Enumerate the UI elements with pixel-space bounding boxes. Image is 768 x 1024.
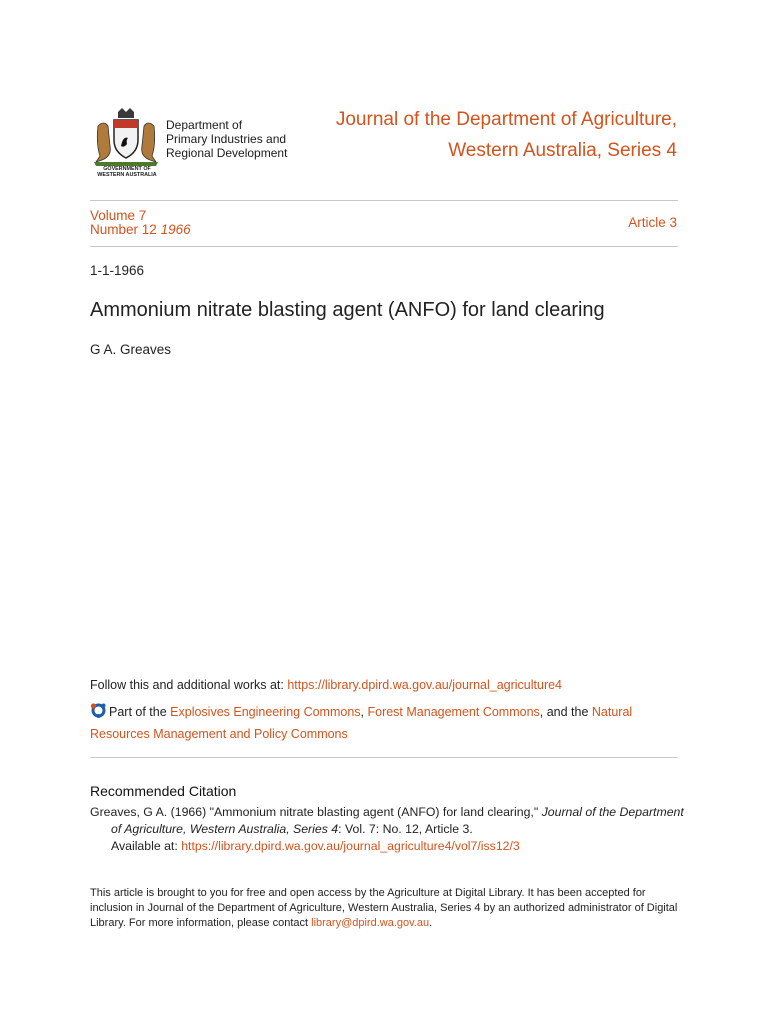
number-label: Number 12 (90, 222, 157, 237)
contact-email-link[interactable]: library@dpird.wa.gov.au (311, 917, 430, 929)
available-at-link[interactable]: https://library.dpird.wa.gov.au/journal_agriculture4/vol7/iss12/3 (181, 839, 520, 853)
citation-indent-2 (90, 838, 700, 855)
citation-indent-1 (90, 821, 700, 838)
natural-resources-commons-link[interactable]: Natural Resources Management and Policy Commons (90, 705, 633, 741)
publication-date: 1-1-1966 (90, 263, 145, 278)
article-link[interactable]: Article 3 (628, 215, 677, 230)
citation-block (90, 804, 700, 855)
issue-year: 1966 (160, 222, 191, 237)
notice-text: This article is brought to you for free and open access by the Agriculture at Digital Library. It has been accepted for inclusion in Journal of the Department of Agriculture, Western Australia, Series 4 by an authorized administrator of Digital Library. For more information, please contact (90, 887, 678, 929)
notice-end: . (429, 917, 433, 929)
part-of-prefix: Part of the (109, 705, 171, 719)
author-name: G A. Greaves (90, 342, 172, 357)
dept-line-3: Regional Development (166, 146, 288, 160)
network-commons-icon (90, 702, 107, 719)
journal-title-link[interactable] (277, 104, 677, 166)
follow-line (90, 678, 562, 692)
government-label (90, 166, 164, 178)
access-notice (90, 886, 680, 931)
available-prefix: Available at: (111, 839, 182, 853)
top-divider (90, 200, 678, 201)
number-link[interactable] (90, 222, 191, 237)
follow-prefix: Follow this and additional works at: (90, 678, 288, 692)
gov-line-1: GOVERNMENT OF (103, 166, 151, 172)
part-of-sep-2: , and the (539, 705, 592, 719)
part-of-line (90, 701, 650, 745)
middle-divider (90, 246, 678, 247)
journal-title-line-2: Western Australia, Series 4 (448, 140, 677, 161)
citation-journal-a: Journal of the Department (541, 805, 684, 819)
follow-link[interactable]: https://library.dpird.wa.gov.au/journal_agriculture4 (287, 678, 563, 692)
recommended-citation-heading: Recommended Citation (90, 783, 237, 799)
article-title: Ammonium nitrate blasting agent (ANFO) for land clearing (90, 299, 605, 321)
explosives-engineering-commons-link[interactable]: Explosives Engineering Commons (170, 705, 361, 719)
gov-line-2: WESTERN AUSTRALIA (97, 172, 157, 178)
lower-divider (90, 757, 678, 758)
citation-text-1: Greaves, G A. (1966) "Ammonium nitrate blasting agent (ANFO) for land clearing," (90, 805, 542, 819)
dpird-logo (90, 106, 302, 182)
department-name (166, 118, 287, 160)
citation-text-2: : Vol. 7: No. 12, Article 3. (338, 822, 473, 836)
dept-line-2: Primary Industries and (166, 132, 287, 146)
volume-link[interactable]: Volume 7 (90, 208, 147, 223)
journal-title-line-1: Journal of the Department of Agriculture, (335, 109, 677, 130)
forest-management-commons-link[interactable]: Forest Management Commons (367, 705, 540, 719)
citation-journal-b: of Agriculture, Western Australia, Series 4 (111, 822, 339, 836)
dept-line-1: Department of (166, 118, 243, 132)
volume-info (90, 209, 191, 237)
part-of-sep-1: , (360, 705, 368, 719)
